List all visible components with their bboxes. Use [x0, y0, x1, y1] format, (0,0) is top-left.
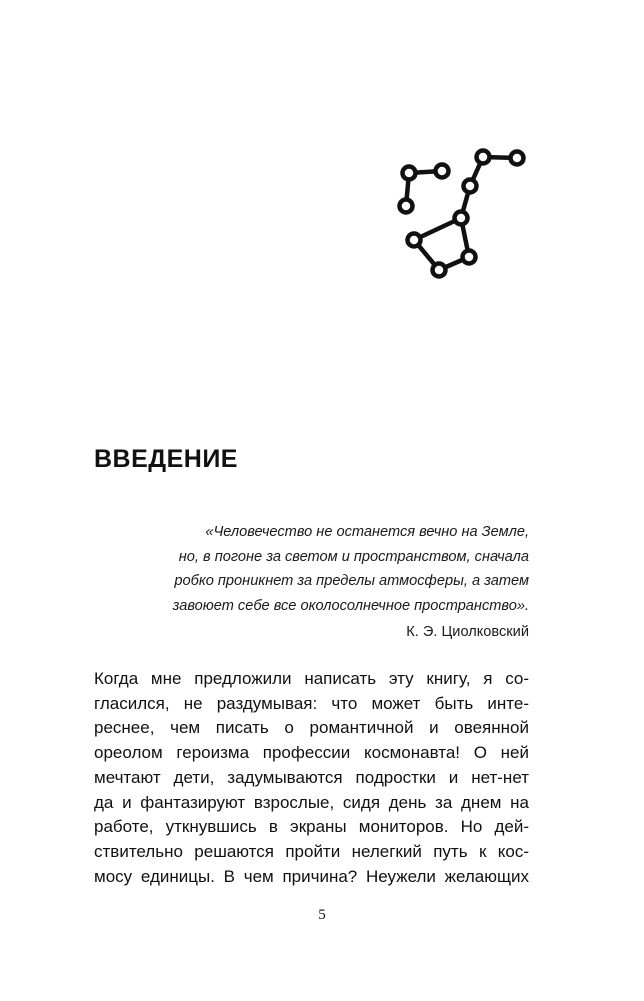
epigraph-quote [129, 520, 529, 618]
star-node [433, 264, 446, 277]
epigraph-line: «Человечество не останется вечно на Земле, [205, 524, 529, 540]
star-node [477, 151, 490, 164]
epigraph-line: завоюет себе все околосолнечное пространство». [172, 597, 529, 614]
body-line: ореолом героизма профессии космонавта! О ней [94, 743, 529, 763]
body-paragraph [94, 667, 529, 889]
body-line: да и фантазируют взрослые, сидя день за днем на [94, 792, 529, 812]
star-node [403, 167, 416, 180]
star-node [408, 234, 421, 247]
constellation-illustration [392, 140, 532, 290]
body-line: гласился, не раздумывая: что может быть инте- [94, 693, 529, 713]
constellation-icon [392, 140, 532, 290]
body-line: мосу единицы. В чем причина? Неужели желающих [94, 866, 529, 886]
epigraph-author: К. Э. Циолковский [406, 624, 529, 640]
chapter-title: ВВЕДЕНИЕ [94, 445, 238, 473]
star-node [400, 200, 413, 213]
star-node [463, 251, 476, 264]
body-line: мечтают дети, задумываются подростки и нет-нет [94, 767, 529, 787]
epigraph-line: но, в погоне за светом и пространством, сначала [178, 548, 529, 565]
star-node [436, 165, 449, 178]
body-line: ствительно решаются пройти нелегкий путь к кос- [94, 841, 529, 861]
page-number: 5 [318, 907, 326, 923]
body-line: работе, уткнувшись в экраны мониторов. Но дей- [94, 817, 529, 837]
body-line: Когда мне предложили написать эту книгу, я со- [94, 669, 529, 688]
star-node [455, 212, 468, 225]
body-line: реснее, чем писать о романтичной и овеянной [94, 718, 529, 738]
epigraph-line: робко проникнет за пределы атмосферы, а затем [174, 573, 529, 589]
star-node [511, 152, 524, 165]
star-node [464, 180, 477, 193]
